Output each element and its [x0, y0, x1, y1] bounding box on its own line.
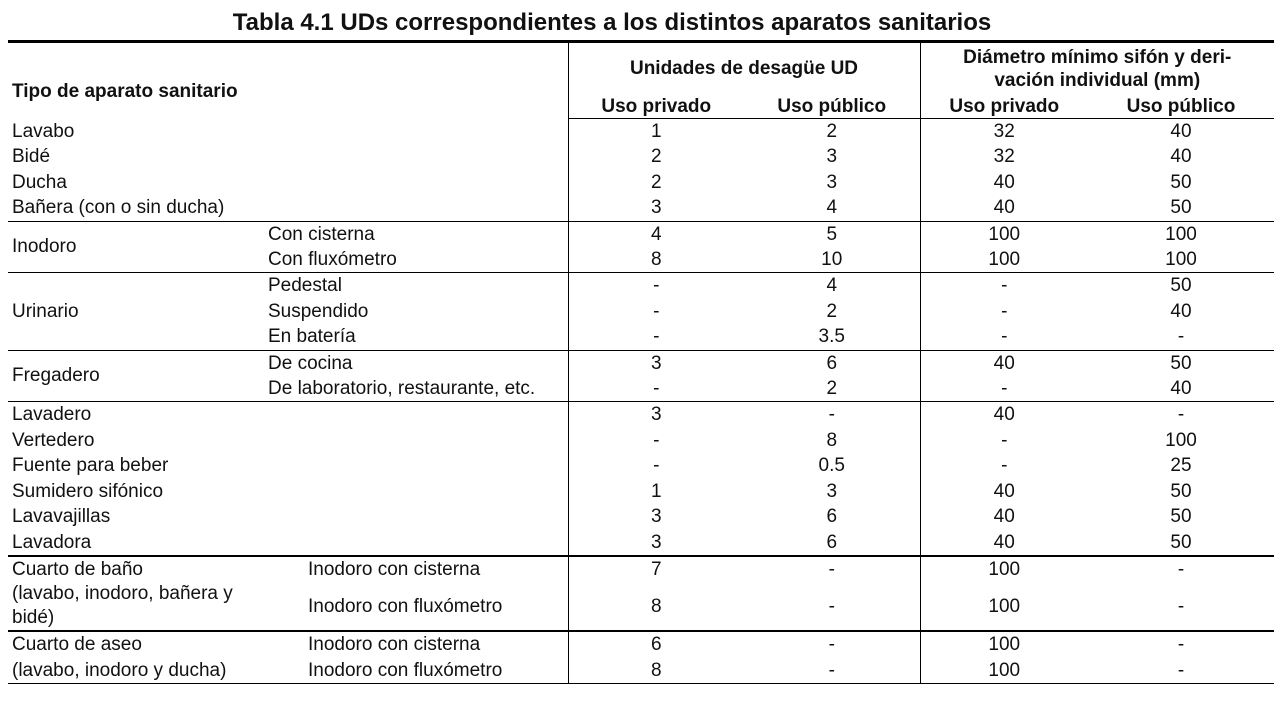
- diam-publico: 50: [1088, 273, 1274, 299]
- diam-publico: -: [1177, 326, 1185, 348]
- diam-publico: -: [1088, 658, 1274, 684]
- table-row: [8, 582, 1274, 631]
- header-diam-uso-privado: Uso privado: [920, 95, 1088, 119]
- diam-privado: 40: [920, 402, 1088, 428]
- row-name: Bañera (con o sin ducha): [12, 197, 225, 219]
- table-row: [8, 119, 1274, 145]
- row-subtype: Inodoro con fluxómetro: [268, 658, 568, 684]
- row-subtype: Inodoro con cisterna: [268, 631, 568, 657]
- ud-privado: 2: [568, 170, 744, 195]
- ud-publico: 6: [826, 506, 838, 528]
- ud-publico: 3: [826, 171, 838, 193]
- ud-publico: 8: [826, 429, 838, 451]
- ud-publico: 2: [826, 121, 838, 142]
- ud-publico: 0.5: [818, 455, 845, 477]
- ud-publico: 6: [826, 531, 838, 553]
- ud-publico: 3: [826, 146, 838, 168]
- diam-publico: 50: [1170, 171, 1192, 193]
- header-tipo: Tipo de aparato sanitario: [8, 42, 568, 119]
- ud-publico: 10: [821, 249, 843, 271]
- ud-publico: 4: [826, 197, 838, 219]
- diam-privado: 32: [920, 119, 1088, 145]
- ud-privado: -: [568, 324, 744, 350]
- ud-privado: 1: [568, 479, 744, 504]
- ud-privado: -: [568, 453, 744, 478]
- ud-privado: 3: [568, 530, 744, 556]
- ud-privado: 3: [568, 402, 744, 428]
- ud-publico: 3: [826, 480, 838, 502]
- header-ud-uso-publico: Uso público: [744, 95, 920, 119]
- diam-privado: 100: [920, 631, 1088, 657]
- table-row: [8, 504, 1274, 529]
- ud-publico: 2: [826, 378, 838, 400]
- diam-privado: -: [920, 299, 1088, 324]
- header-diametro-line1: Diámetro mínimo sifón y deri-: [963, 47, 1232, 68]
- header-unidades-desague: Unidades de desagüe UD: [568, 42, 920, 96]
- ud-publico: 5: [744, 221, 920, 247]
- table-row: [8, 479, 1274, 504]
- ud-table: [8, 40, 1274, 684]
- ud-publico: 2: [826, 300, 838, 322]
- diam-publico: 100: [1165, 249, 1197, 271]
- ud-publico: -: [744, 402, 920, 428]
- ud-publico: 3.5: [818, 326, 845, 348]
- row-group-note: (lavabo, inodoro y ducha): [8, 658, 268, 684]
- row-subtype: En batería: [268, 326, 356, 348]
- diam-privado: -: [920, 428, 1088, 453]
- diam-privado: 40: [920, 530, 1088, 556]
- row-subtype: De cocina: [268, 350, 568, 376]
- diam-privado: 32: [920, 144, 1088, 169]
- table-row: [8, 530, 1274, 556]
- table-row: [8, 221, 1274, 247]
- diam-privado: 100: [920, 658, 1088, 684]
- diam-privado: 40: [920, 195, 1088, 221]
- header-ud-uso-privado: Uso privado: [568, 95, 744, 119]
- diam-publico: -: [1088, 556, 1274, 582]
- table-row: [8, 195, 1274, 221]
- table-row: [8, 658, 1274, 684]
- ud-publico: -: [828, 595, 835, 617]
- diam-privado: 40: [920, 350, 1088, 376]
- diam-privado: 100: [920, 247, 1088, 273]
- diam-privado: -: [920, 324, 1088, 350]
- ud-privado: 3: [568, 195, 744, 221]
- row-group-name: Fregadero: [8, 350, 268, 402]
- table-row: [8, 144, 1274, 169]
- ud-privado: 1: [568, 119, 744, 145]
- row-subtype: Suspendido: [268, 300, 369, 322]
- row-name: Bidé: [12, 146, 51, 168]
- ud-publico: 6: [744, 350, 920, 376]
- ud-privado: 6: [568, 631, 744, 657]
- table-row: [8, 428, 1274, 453]
- diam-publico: 40: [1170, 378, 1192, 400]
- ud-privado: -: [568, 428, 744, 453]
- diam-privado: 40: [920, 504, 1088, 529]
- diam-publico: 100: [1165, 429, 1197, 451]
- diam-publico: 50: [1170, 531, 1192, 553]
- row-group-name: Cuarto de aseo: [8, 631, 268, 657]
- ud-publico: -: [744, 631, 920, 657]
- row-subtype: Con fluxómetro: [268, 249, 397, 271]
- row-group-name: Urinario: [8, 273, 268, 350]
- diam-privado: 40: [920, 479, 1088, 504]
- ud-privado: 4: [568, 221, 744, 247]
- table-row: [8, 402, 1274, 428]
- row-subtype: Inodoro con cisterna: [268, 556, 568, 582]
- ud-privado: -: [568, 299, 744, 324]
- row-group-name: Cuarto de baño: [8, 556, 268, 582]
- table-row: [8, 170, 1274, 195]
- diam-privado: -: [920, 453, 1088, 478]
- diam-privado: -: [920, 376, 1088, 402]
- diam-publico: -: [1088, 631, 1274, 657]
- diam-publico: 50: [1170, 197, 1192, 219]
- diam-publico: 25: [1170, 455, 1192, 477]
- ud-publico: -: [744, 658, 920, 684]
- header-diametro-line2: vación individual (mm): [994, 70, 1201, 91]
- diam-privado: 100: [920, 582, 1088, 631]
- row-subtype: Inodoro con fluxómetro: [308, 595, 503, 617]
- table-row: [8, 453, 1274, 478]
- header-diam-uso-publico: Uso público: [1088, 95, 1274, 119]
- ud-privado: -: [568, 273, 744, 299]
- ud-privado: 3: [568, 350, 744, 376]
- row-name: Ducha: [12, 171, 67, 193]
- diam-publico: -: [1088, 402, 1274, 428]
- diam-privado: 40: [920, 170, 1088, 195]
- row-subtype: Con cisterna: [268, 221, 568, 247]
- table-row: [8, 273, 1274, 299]
- diam-publico: 50: [1170, 506, 1192, 528]
- row-name: Lavabo: [12, 120, 75, 142]
- row-name: Lavadero: [8, 402, 568, 428]
- row-group-name: Inodoro: [8, 221, 268, 273]
- table-title: Tabla 4.1 UDs correspondientes a los distintos aparatos sanitarios: [232, 9, 992, 36]
- ud-privado: 8: [568, 582, 744, 631]
- ud-privado: 8: [568, 658, 744, 684]
- table-row: [8, 350, 1274, 376]
- ud-privado: 2: [568, 144, 744, 169]
- table-row: [8, 631, 1274, 657]
- ud-privado: -: [568, 376, 744, 402]
- row-subtype: Pedestal: [268, 273, 568, 299]
- row-subtype: De laboratorio, restaurante, etc.: [268, 377, 536, 399]
- diam-publico: 40: [1170, 146, 1192, 168]
- header-diametro: [920, 42, 1274, 96]
- row-name: Sumidero sifónico: [12, 480, 164, 502]
- row-name: Lavadora: [12, 531, 92, 553]
- row-group-note: (lavabo, inodoro, bañera y bidé): [12, 583, 233, 629]
- diam-publico: 40: [1170, 300, 1192, 322]
- table-row: [8, 556, 1274, 582]
- row-name: Lavavajillas: [12, 506, 111, 528]
- ud-publico: 4: [744, 273, 920, 299]
- diam-privado: -: [920, 273, 1088, 299]
- ud-privado: 8: [568, 247, 744, 273]
- diam-publico: 100: [1088, 221, 1274, 247]
- ud-privado: 3: [568, 504, 744, 529]
- diam-privado: 100: [920, 556, 1088, 582]
- diam-publico: 50: [1170, 480, 1192, 502]
- ud-publico: -: [744, 556, 920, 582]
- diam-privado: 100: [920, 221, 1088, 247]
- ud-privado: 7: [568, 556, 744, 582]
- row-name: Fuente para beber: [12, 455, 169, 477]
- diam-publico: 40: [1170, 121, 1192, 142]
- diam-publico: 50: [1088, 350, 1274, 376]
- row-name: Vertedero: [12, 429, 95, 451]
- diam-publico: -: [1177, 595, 1185, 617]
